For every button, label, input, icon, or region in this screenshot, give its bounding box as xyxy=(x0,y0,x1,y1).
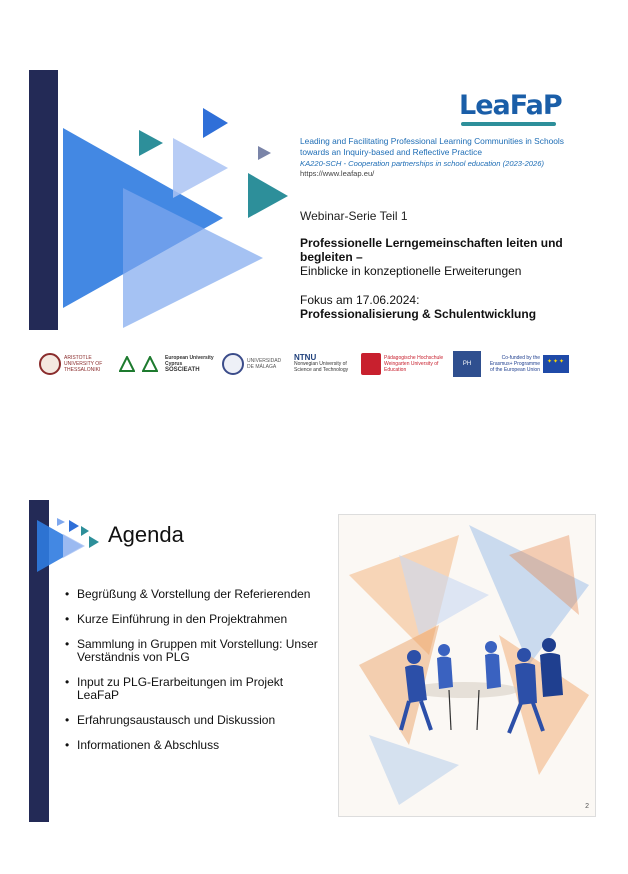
agenda-item: • Begrüßung & Vorstellung der Referierenden xyxy=(65,588,325,601)
focus-date: Fokus am 17.06.2024: xyxy=(300,293,420,307)
auth-logo: ARISTOTLE UNIVERSITY OF THESSALONIKI xyxy=(39,353,112,375)
malaga-seal-icon xyxy=(222,353,244,375)
phw-logo: Pädagogische Hochschule Weingarten University of Education xyxy=(361,353,446,375)
ntnu-logo: NTNU Norwegian University of Science and Technology xyxy=(294,353,349,373)
agenda-item: • Input zu PLG-Erarbeitungen im Projekt LeaFaP xyxy=(65,676,325,702)
auth-seal-icon xyxy=(39,353,61,375)
agenda-list xyxy=(65,588,325,764)
partner-logos xyxy=(39,346,594,382)
project-subtitle: KA220-SCH - Cooperation partnerships in school education (2023-2026) xyxy=(300,159,544,168)
phw-mark-icon xyxy=(361,353,381,375)
main-title-sub: Einblicke in konzeptionelle Erweiterungen xyxy=(300,264,522,278)
andalucia-logo-icon-2 xyxy=(142,356,158,372)
andalucia-logo-icon xyxy=(119,356,135,372)
agenda-triangles-graphic xyxy=(33,514,103,574)
euc-logo: European University Cyprus SOSCIEATH xyxy=(165,355,214,373)
agenda-item: • Informationen & Abschluss xyxy=(65,739,325,752)
malaga-logo: UNIVERSIDAD DE MÁLAGA xyxy=(222,353,287,375)
page-number: 2 xyxy=(585,803,589,810)
watercolor-illustration xyxy=(338,514,596,817)
agenda-slide xyxy=(29,500,599,822)
webinar-series: Webinar-Serie Teil 1 xyxy=(300,209,408,223)
ph-logo: PH xyxy=(453,351,481,377)
title-slide xyxy=(29,70,599,390)
project-title: Leading and Facilitating Professional Learning Communities in Schools towards an Inquiry-based and Reflective Practice xyxy=(300,136,564,157)
leafap-logo: LeaFaP xyxy=(459,90,562,121)
agenda-item: • Sammlung in Gruppen mit Vorstellung: Unser Verständnis von PLG xyxy=(65,638,325,664)
agenda-item: • Kurze Einführung in den Projektrahmen xyxy=(65,613,325,626)
main-title xyxy=(300,236,590,278)
main-title-bold: Professionelle Lerngemeinschaften leiten und begleiten – xyxy=(300,236,563,264)
focus-topic: Professionalisierung & Schulentwicklung xyxy=(300,307,537,321)
focus-block xyxy=(300,293,590,321)
eu-flag-icon xyxy=(543,355,569,373)
project-url: https://www.leafap.eu/ xyxy=(300,169,375,178)
group-discussion-art xyxy=(339,515,595,816)
agenda-title: Agenda xyxy=(108,522,184,547)
agenda-item: • Erfahrungsaustausch und Diskussion xyxy=(65,714,325,727)
eu-logo: Co-funded by the Erasmus+ Programme of the European Union ✦✦✦ xyxy=(488,355,569,373)
play-triangles-graphic xyxy=(43,108,293,328)
